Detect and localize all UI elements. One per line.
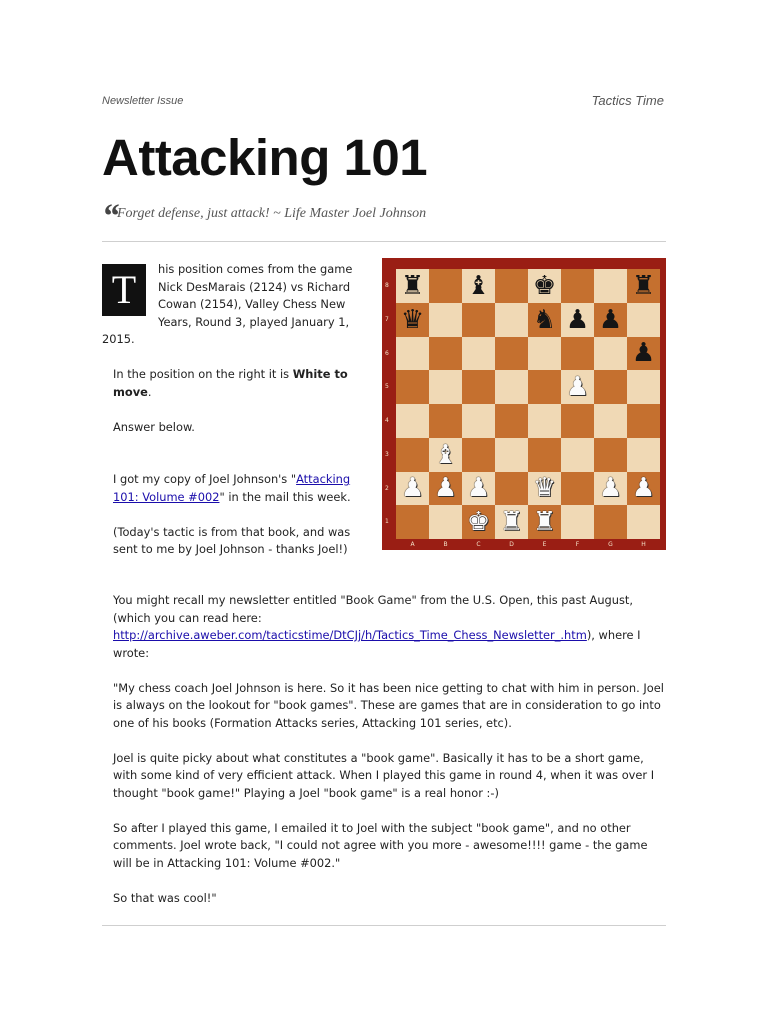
square-h4 — [627, 404, 660, 438]
square-e4 — [528, 404, 561, 438]
square-d7 — [495, 303, 528, 337]
white-rook-icon: ♜ — [499, 507, 524, 538]
top-divider — [102, 241, 666, 242]
archive-link[interactable]: http://archive.aweber.com/tacticstime/DtCJj/h/Tactics_Time_Chess_Newsletter_.htm — [113, 628, 587, 642]
square-a2 — [396, 472, 429, 506]
square-c5 — [462, 370, 495, 404]
intro-paragraph-5: (Today's tactic is from that book, and was sent to me by Joel Johnson - thanks Joel!) — [113, 524, 351, 556]
square-e5 — [528, 370, 561, 404]
file-label: G — [608, 541, 613, 548]
square-h8 — [627, 269, 660, 303]
tactics-time-label: Tactics Time — [591, 93, 664, 108]
black-rook-icon: ♜ — [400, 270, 425, 301]
intro-p4-end: " in the mail this week. — [219, 489, 351, 504]
square-e3 — [528, 438, 561, 472]
rank-labels — [382, 269, 396, 539]
square-b2 — [429, 472, 462, 506]
square-a4 — [396, 404, 429, 438]
chess-diagram — [382, 258, 666, 550]
rank-label: 3 — [385, 450, 389, 458]
square-g7 — [594, 303, 627, 337]
square-h5 — [627, 370, 660, 404]
epigraph — [102, 198, 426, 236]
square-c8 — [462, 269, 495, 303]
square-a3 — [396, 438, 429, 472]
black-pawn-icon: ♟ — [598, 304, 623, 335]
body-p1-text: You might recall my newsletter entitled "Book Game" from the U.S. Open, this past August, (which you can read here: — [113, 593, 634, 625]
square-c3 — [462, 438, 495, 472]
rank-label: 5 — [385, 383, 389, 391]
page-title: Attacking 101 — [102, 129, 428, 186]
square-g5 — [594, 370, 627, 404]
square-e2 — [528, 472, 561, 506]
square-d1 — [495, 505, 528, 539]
article-body — [102, 592, 668, 925]
square-e6 — [528, 337, 561, 371]
square-f6 — [561, 337, 594, 371]
file-label: A — [410, 541, 415, 548]
square-g6 — [594, 337, 627, 371]
intro-paragraph-1 — [102, 261, 356, 349]
square-f2 — [561, 472, 594, 506]
square-b4 — [429, 404, 462, 438]
intro-p4-text: I got my copy of Joel Johnson's " — [113, 472, 297, 486]
square-g1 — [594, 505, 627, 539]
square-a6 — [396, 337, 429, 371]
square-g8 — [594, 269, 627, 303]
square-e1 — [528, 505, 561, 539]
square-b3 — [429, 438, 462, 472]
file-label: D — [509, 541, 514, 548]
square-a7 — [396, 303, 429, 337]
newsletter-issue-label: Newsletter Issue — [102, 95, 184, 107]
square-b1 — [429, 505, 462, 539]
square-d2 — [495, 472, 528, 506]
square-b5 — [429, 370, 462, 404]
rank-label: 2 — [385, 484, 389, 492]
square-c7 — [462, 303, 495, 337]
square-f5 — [561, 370, 594, 404]
drop-cap: T — [102, 264, 146, 316]
file-label: C — [476, 541, 481, 548]
attacking-101-link[interactable]: Attacking 101: Volume #002 — [113, 472, 351, 504]
square-b7 — [429, 303, 462, 337]
square-g4 — [594, 404, 627, 438]
quote-mark-icon: “ — [102, 198, 116, 235]
rank-label: 7 — [385, 315, 389, 323]
black-pawn-icon: ♟ — [565, 304, 590, 335]
square-d8 — [495, 269, 528, 303]
intro-paragraph-2 — [102, 366, 356, 401]
rank-label: 1 — [385, 518, 389, 526]
black-knight-icon: ♞ — [532, 304, 557, 335]
file-label: E — [542, 541, 547, 548]
square-c1 — [462, 505, 495, 539]
square-f4 — [561, 404, 594, 438]
intro-paragraph-3: Answer below. — [113, 419, 195, 434]
square-h1 — [627, 505, 660, 539]
rank-label: 6 — [385, 349, 389, 357]
bottom-divider — [102, 925, 666, 926]
intro-paragraph-1-text: his position comes from the game Nick DesMarais (2124) vs Richard Cowan (2154), Valley Chess New Years, Round 3, played January 1, 2015. — [102, 262, 353, 346]
body-paragraph-2: "My chess coach Joel Johnson is here. So it has been nice getting to chat with him in person. Joel is always on the lookout for "book games". These are games that are in consideration to go into one of his books (Formation Attacks series, Attacking 101 series, etc). — [113, 680, 664, 730]
body-p1-end: ), where I wrote: — [113, 628, 641, 660]
square-f8 — [561, 269, 594, 303]
body-paragraph-4: So after I played this game, I emailed it to Joel with the subject "book game", and no other comments. Joel wrote back, "I could not agree with you more - awesome!!!! game - the game will be in Attacking 101: Volume #002." — [113, 820, 648, 870]
square-d6 — [495, 337, 528, 371]
square-a5 — [396, 370, 429, 404]
rank-label: 4 — [385, 417, 389, 424]
square-c6 — [462, 337, 495, 371]
black-king-icon: ♚ — [532, 270, 557, 301]
white-rook-icon: ♜ — [532, 507, 557, 538]
white-pawn-icon: ♟ — [631, 473, 656, 504]
file-label: F — [575, 541, 580, 548]
square-g3 — [594, 438, 627, 472]
body-paragraph-5: So that was cool!" — [113, 890, 217, 905]
square-d4 — [495, 404, 528, 438]
square-g2 — [594, 472, 627, 506]
black-rook-icon: ♜ — [631, 270, 656, 301]
square-c4 — [462, 404, 495, 438]
intro-column — [102, 261, 356, 576]
black-pawn-icon: ♟ — [631, 338, 656, 369]
square-d3 — [495, 438, 528, 472]
epigraph-text: Forget defense, just attack! ~ Life Master Joel Johnson — [117, 206, 427, 221]
intro-p2-text: In the position on the right it is — [113, 367, 293, 381]
square-h2 — [627, 472, 660, 506]
white-queen-icon: ♛ — [532, 473, 557, 504]
black-bishop-icon: ♝ — [466, 270, 491, 301]
white-to-move-text: White to move — [113, 367, 348, 399]
intro-paragraph-4 — [102, 471, 356, 506]
white-pawn-icon: ♟ — [565, 372, 590, 403]
rank-label: 8 — [385, 282, 389, 289]
square-h7 — [627, 303, 660, 337]
white-pawn-icon: ♟ — [466, 473, 491, 504]
chess-board — [396, 269, 660, 539]
square-f7 — [561, 303, 594, 337]
file-label: B — [443, 541, 448, 548]
square-a1 — [396, 505, 429, 539]
square-f1 — [561, 505, 594, 539]
intro-p2-end: . — [147, 384, 152, 399]
file-label: H — [641, 541, 646, 548]
square-e8 — [528, 269, 561, 303]
white-bishop-icon: ♝ — [433, 439, 458, 470]
black-queen-icon: ♛ — [400, 304, 425, 335]
file-labels — [396, 539, 660, 550]
square-b6 — [429, 337, 462, 371]
body-paragraph-1 — [102, 592, 668, 662]
square-a8 — [396, 269, 429, 303]
square-f3 — [561, 438, 594, 472]
square-c2 — [462, 472, 495, 506]
white-pawn-icon: ♟ — [433, 473, 458, 504]
square-e7 — [528, 303, 561, 337]
square-b8 — [429, 269, 462, 303]
white-king-icon: ♚ — [466, 507, 491, 538]
square-h6 — [627, 337, 660, 371]
body-paragraph-3: Joel is quite picky about what constitutes a "book game". Basically it has to be a short game, with some kind of very efficient attack. When I played this game in round 4, when it was over I thought "book game!" Playing a Joel "book game" is a real honor :-) — [113, 750, 655, 800]
white-pawn-icon: ♟ — [598, 473, 623, 504]
square-h3 — [627, 438, 660, 472]
white-pawn-icon: ♟ — [400, 473, 425, 504]
square-d5 — [495, 370, 528, 404]
